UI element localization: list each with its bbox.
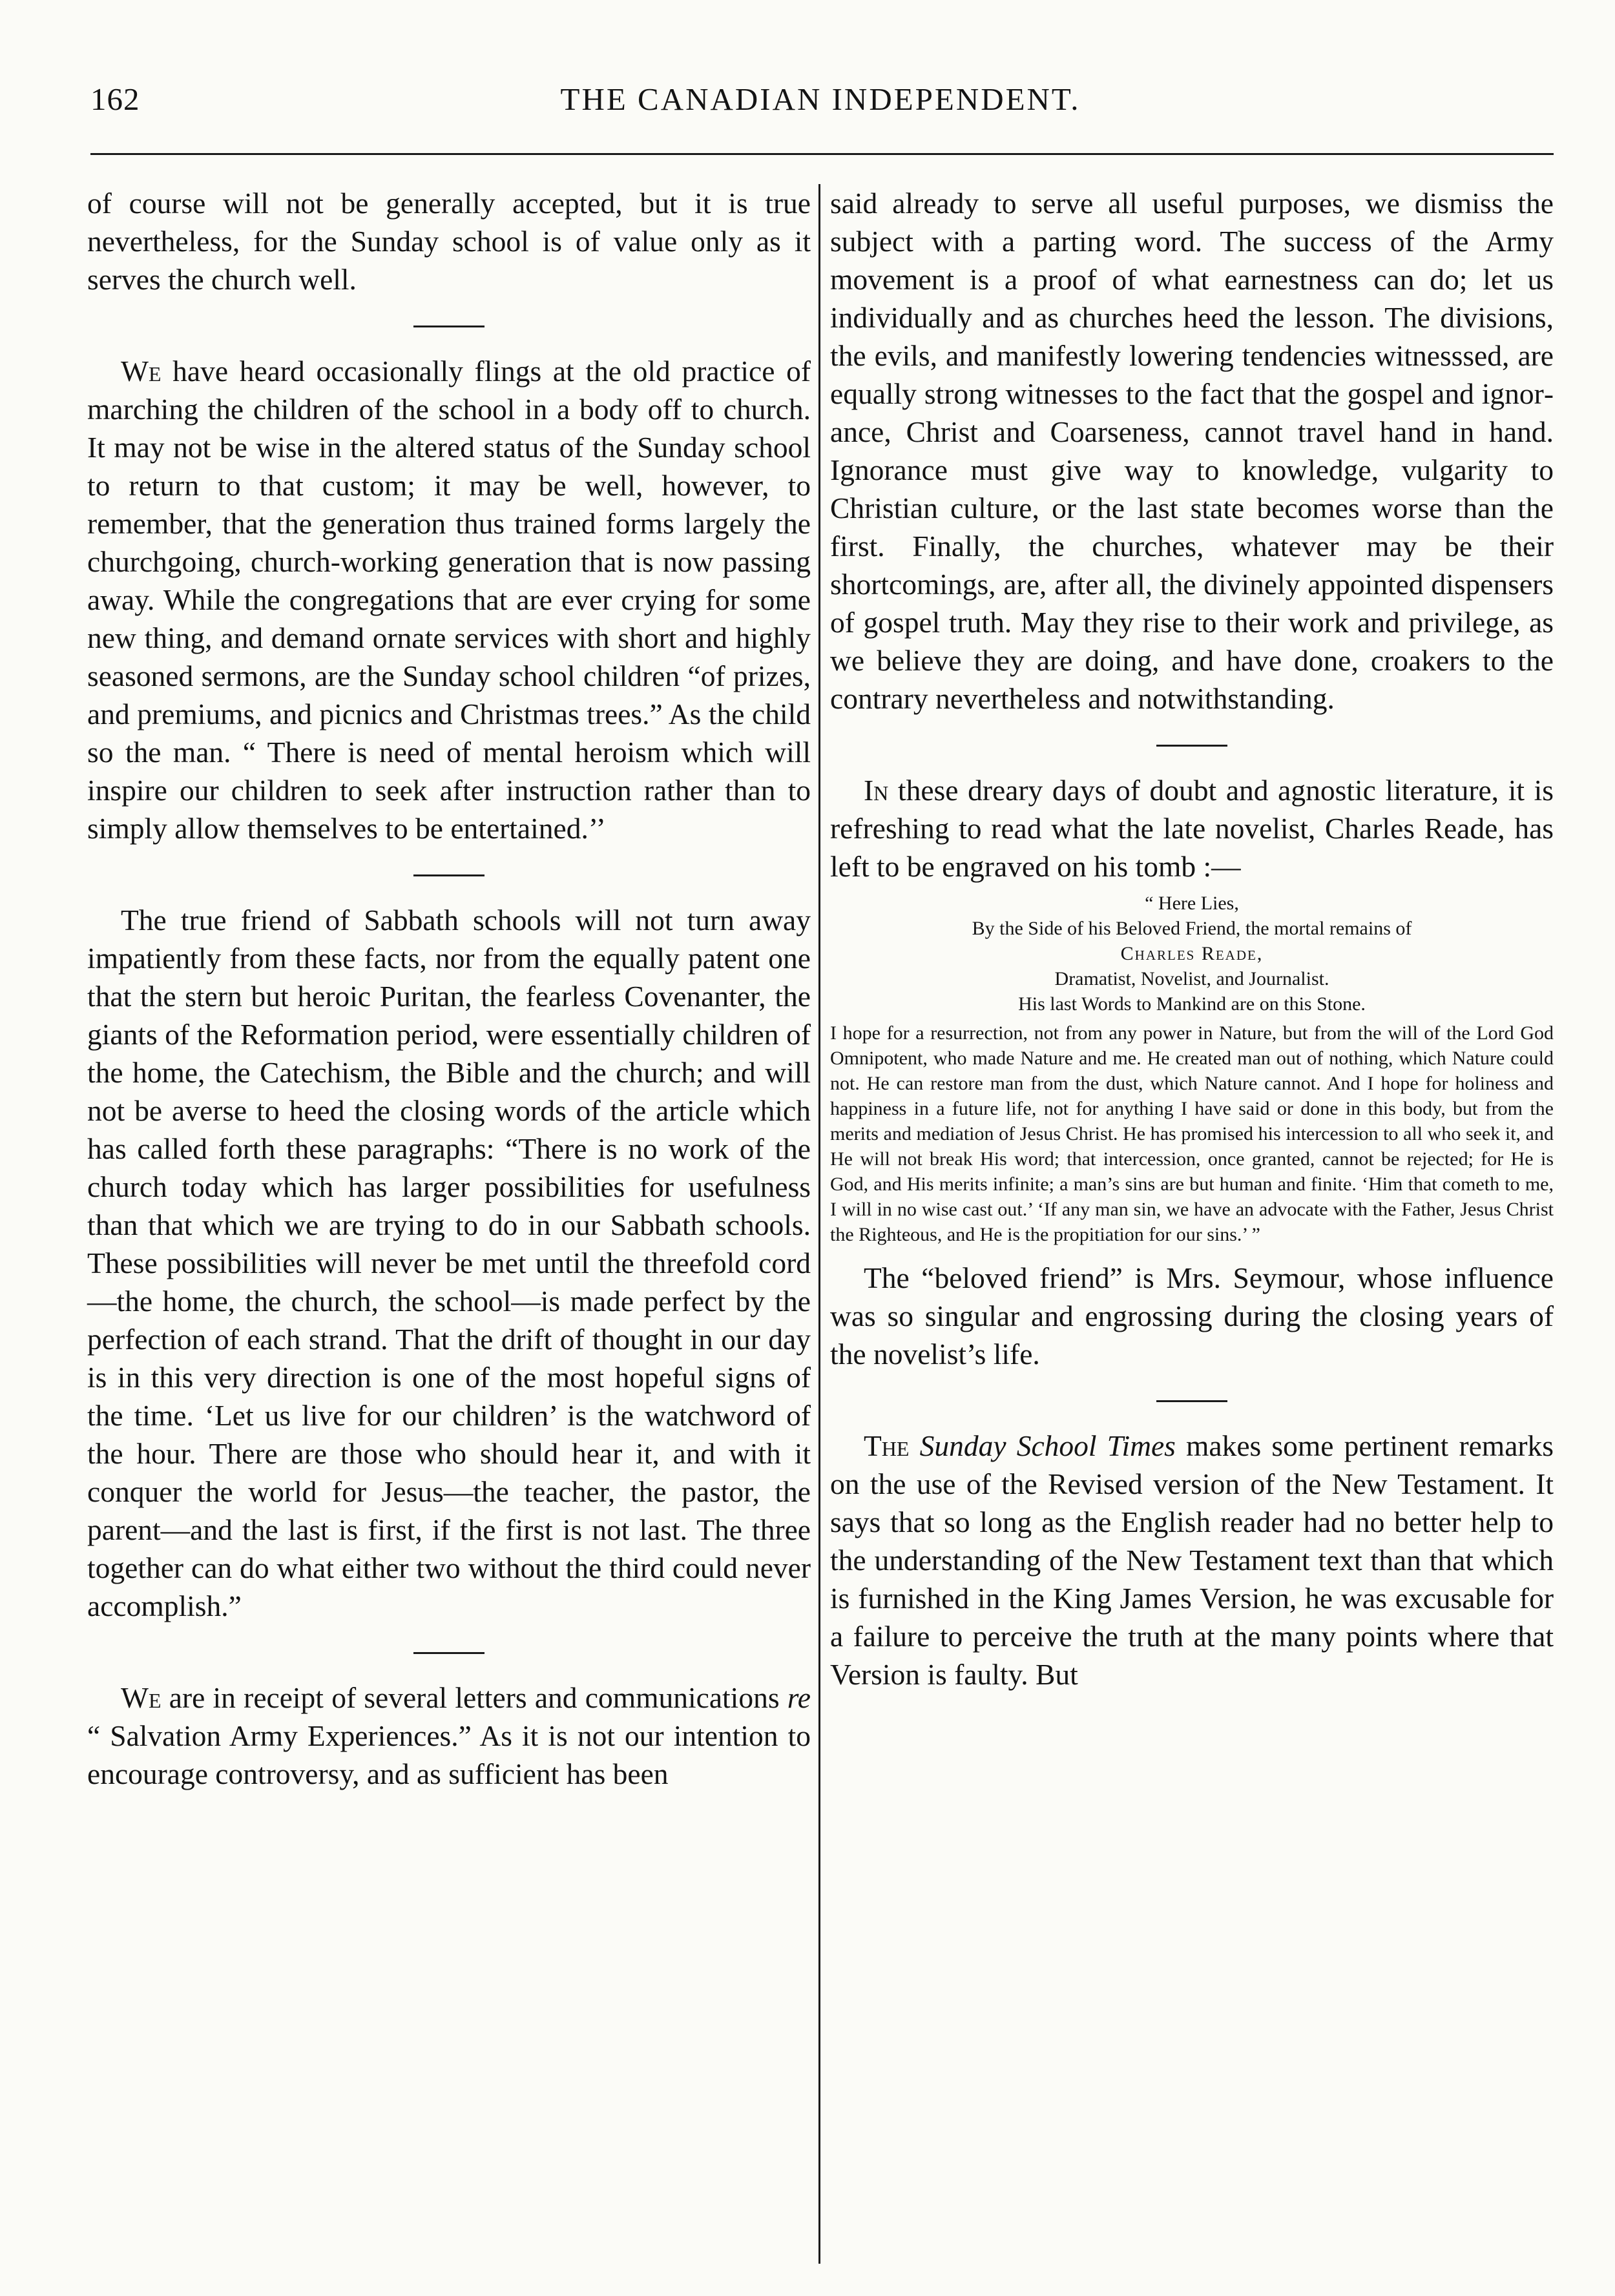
- epitaph-body: I hope for a resurrection, not from any power in Nature, but from the will of the Lord God Omnipotent, who made Nature and me. He created man out of nothing, which Nature could not. He can restore man from the dust, which Nature cannot. And I hope for holiness and happiness in a future life, not for anything I have said or done in this body, but from the merits and mediation of Jesus Christ. He has promised his intercession to all who seek it, and He will not break His word; that intercession, once granted, cannot be rejected; for He is God, and His merits infinite; a man’s sins are but human and finite. ‘Him that cometh to me, I will in no wise cast out.’ ‘If any man sin, we have an advocate with the Father, Jesus Christ the Righteous, and He is the propitiation for our sins.’ ”: [830, 1022, 1554, 1245]
- epitaph-name: Charles Reade,: [1120, 943, 1264, 964]
- paragraph: said already to serve all useful purposes, we dismiss the subject with a parting word. The success of the Army movement is a proof of what earnestness can do; let us individually and as churches heed the lesson. The divisions, the evils, and manifestly lowering tendencies witnesssed, are equally strong witnesses to the fact that the gospel and ignorance, Christ and Coarseness, cannot travel hand in hand. Ignorance must give way to knowledge, vulgarity to Christian culture, or the last state becomes worse than the first. Finally, the churches, whatever may be their shortcomings, are, after all, the divinely appointed dispensers of gospel truth. May they rise to their work and privilege, as we believe they are doing, and have done, croakers to the contrary nevertheless and notwithstanding.: [830, 187, 1554, 715]
- paragraph: The true friend of Sabbath schools will not turn away impatiently from these facts, nor from the equally patent one that the stern but heroic Puritan, the fearless Covenanter, the giants of the Reformation period, were essentially children of the home, the Catechism, the Bible and the church; and will not be averse to heed the closing words of the article which has called forth these paragraphs: “There is no work of the church today which has larger possibilities for usefulness than that which we are trying to do in our Sabbath schools. These possibilities will never be met until the threefold cord—the home, the church, the school—is made perfect by the perfection of each strand. That the drift of thought in our day is in this very direction is one of the most hopeful signs of the time. ‘Let us live for our children’ is the watchword of the hour. There are those who should hear it, and with it conquer the world for Jesus—the teacher, the pastor, the parent—and the last is first, if the first is not last. The three together can do what either two without the third could never accomplish.”: [87, 904, 811, 1622]
- journal-title: THE CANADIAN INDEPENDENT.: [560, 81, 1081, 117]
- paragraph: of course will not be generally accepted, but it is true nevertheless, for the Sunday school is of value only as it serves the church well.: [87, 187, 811, 296]
- epitaph-line: Dramatist, Novelist, and Journalist.: [1054, 968, 1329, 989]
- epitaph-line: His last Words to Mankind are on this Stone.: [1018, 993, 1366, 1015]
- section-divider: [1156, 1400, 1227, 1402]
- lead-word: In: [864, 774, 889, 807]
- italic-text: re: [787, 1681, 811, 1714]
- epitaph-line: “ Here Lies,: [1145, 893, 1239, 914]
- paragraph: [830, 771, 1554, 885]
- epitaph-line: By the Side of his Beloved Friend, the mortal remains of: [972, 918, 1412, 939]
- section-divider: [413, 1652, 484, 1654]
- page-header: [87, 81, 1554, 132]
- right-column: [830, 184, 1554, 2264]
- section-divider: [413, 874, 484, 876]
- lead-word: We: [121, 1681, 162, 1714]
- paragraph: [830, 1427, 1554, 1693]
- column-divider: [818, 184, 820, 2264]
- header-rule: [90, 153, 1554, 155]
- page-number: 162: [90, 81, 140, 117]
- article-columns: [87, 184, 1554, 2264]
- newspaper-page: [87, 81, 1554, 2264]
- left-column: [87, 184, 811, 2264]
- paragraph-text: makes some pertinent remarks on the use of the Revised version of the New Testament. It says that so long as the English reader had no better help to the understanding of the New Testament text than that which is furnished in the King James Version, he was excusable for a failure to perceive the truth at the many points where that Version is faulty. But: [830, 1429, 1554, 1691]
- paragraph: [87, 352, 811, 847]
- section-divider: [1156, 745, 1227, 747]
- paragraph-text: are in receipt of several letters and communications: [161, 1681, 787, 1714]
- paragraph: [87, 1679, 811, 1793]
- paragraph: The “beloved friend” is Mrs. Seymour, whose influence was so singular and engrossing during the closing years of the novelist’s life.: [830, 1261, 1554, 1370]
- paragraph-text: “ Salvation Army Experiences.” As it is not our intention to encourage controversy, and as sufficient has been: [87, 1719, 811, 1790]
- paragraph-text: have heard occasionally flings at the old practice of marching the children of the school in a body off to church. It may not be wise in the altered status of the Sunday school to return to that custom; it may be well, however, to remember, that the generation thus trained forms largely the churchgoing, church-working generation that is now passing away. While the congregations that are ever crying for some new thing, and demand ornate services with short and highly seasoned sermons, are the Sunday school children “of prizes, and premiums, and picnics and Christmas trees.” As the child so the man. “ There is need of mental heroism which will inspire our children to seek after instruction rather than to simply allow themselves to be entertained.’’: [87, 355, 811, 845]
- epitaph-quote: [830, 891, 1554, 1247]
- lead-word: The: [864, 1429, 910, 1462]
- paragraph-text: these dreary days of doubt and agnostic literature, it is refreshing to read what the late novelist, Charles Reade, has left to be engraved on his tomb :—: [830, 774, 1554, 883]
- section-divider: [413, 326, 484, 327]
- lead-word: We: [121, 355, 162, 388]
- italic-title: Sunday School Times: [909, 1429, 1176, 1462]
